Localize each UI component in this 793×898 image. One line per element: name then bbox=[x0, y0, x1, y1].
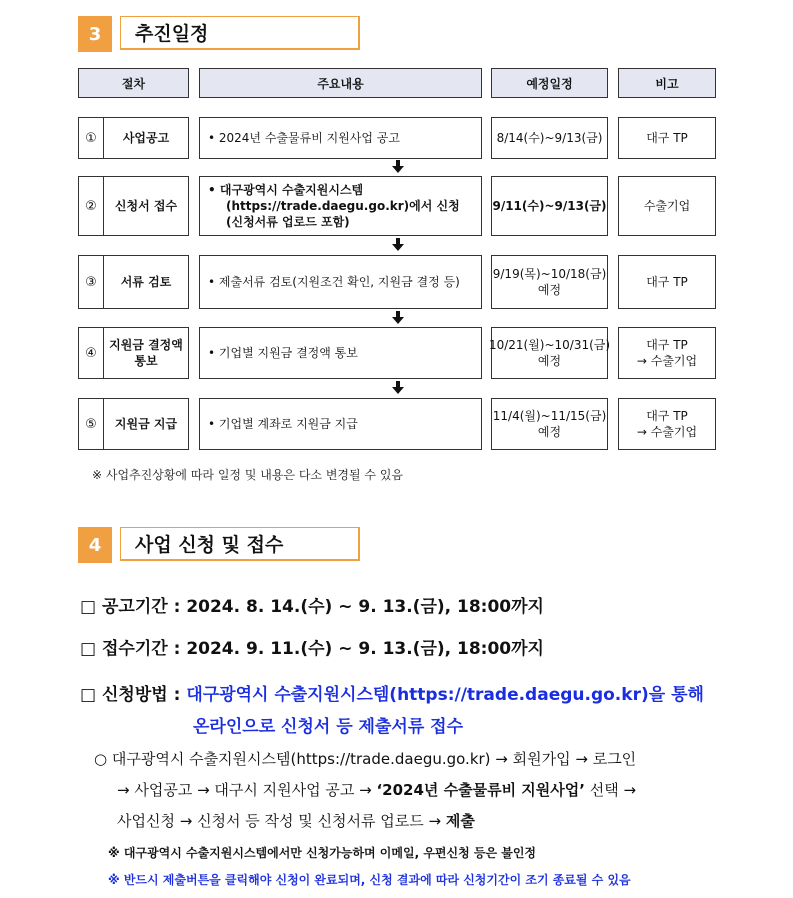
schedule-footnote: ※ 사업추진상황에 따라 일정 및 내용은 다소 변경될 수 있음 bbox=[92, 468, 404, 482]
row-1-step: 사업공고 bbox=[103, 117, 189, 159]
procedure-line-2c: 선택 → bbox=[584, 781, 637, 799]
row-5-num: ⑤ bbox=[78, 398, 104, 450]
procedure-submit: 제출 bbox=[445, 812, 475, 830]
row-4-content: • 기업별 지원금 결정액 통보 bbox=[199, 327, 482, 379]
row-5-note bbox=[618, 398, 716, 450]
row-1-schedule: 8/14(수)~9/13(금) bbox=[491, 117, 608, 159]
header-step: 절차 bbox=[78, 68, 189, 98]
row-4-note-line-1: 대구 TP bbox=[646, 338, 688, 352]
procedure-highlight: ‘2024년 수출물류비 지원사업’ bbox=[376, 781, 585, 799]
warning-2: ※ 반드시 제출버튼을 클릭해야 신청이 완료되며, 신청 결과에 따라 신청기간이 조기 종료될 수 있음 bbox=[108, 873, 631, 887]
section-number: 4 bbox=[78, 527, 112, 563]
procedure-line-3a: 사업신청 → 신청서 등 작성 및 신청서류 업로드 → bbox=[117, 812, 446, 830]
application-method-line-2: 온라인으로 신청서 등 제출서류 접수 bbox=[193, 717, 464, 737]
row-3-content: • 제출서류 검토(지원조건 확인, 지원금 결정 등) bbox=[199, 255, 482, 309]
reception-period bbox=[80, 634, 544, 659]
row-2-content bbox=[199, 176, 482, 236]
down-arrow-icon bbox=[391, 160, 405, 174]
row-1-content: • 2024년 수출물류비 지원사업 공고 bbox=[199, 117, 482, 159]
row-3-note: 대구 TP bbox=[618, 255, 716, 309]
row-4-schedule-status: 예정 bbox=[537, 354, 562, 368]
procedure-line-3 bbox=[117, 810, 475, 831]
row-4-note bbox=[618, 327, 716, 379]
reception-period-value: 2024. 9. 11.(수) ~ 9. 13.(금), 18:00까지 bbox=[186, 639, 544, 659]
application-method bbox=[80, 680, 704, 705]
row-2-num: ② bbox=[78, 176, 104, 236]
row-4-num: ④ bbox=[78, 327, 104, 379]
row-5-note-line-1: 대구 TP bbox=[646, 409, 688, 423]
row-3-schedule bbox=[491, 255, 608, 309]
row-4-step-line-2: 통보 bbox=[134, 354, 158, 368]
row-1-num: ① bbox=[78, 117, 104, 159]
row-4-note-line-2: → 수출기업 bbox=[636, 354, 698, 368]
down-arrow-icon bbox=[391, 311, 405, 325]
section-title: 사업 신청 및 접수 bbox=[120, 527, 360, 561]
procedure-line-2a: → 사업공고 → 대구시 지원사업 공고 → bbox=[117, 781, 377, 799]
row-3-num: ③ bbox=[78, 255, 104, 309]
section-number: 3 bbox=[78, 16, 112, 52]
warning-1: ※ 대구광역시 수출지원시스템에서만 신청가능하며 이메일, 우편신청 등은 불인정 bbox=[108, 846, 537, 860]
announcement-period bbox=[80, 592, 544, 617]
row-4-step bbox=[103, 327, 189, 379]
row-5-note-line-2: → 수출기업 bbox=[636, 425, 698, 439]
down-arrow-icon bbox=[391, 238, 405, 252]
row-2-step: 신청서 접수 bbox=[103, 176, 189, 236]
row-5-content: • 기업별 계좌로 지원금 지급 bbox=[199, 398, 482, 450]
header-content: 주요내용 bbox=[199, 68, 482, 98]
announcement-period-value: 2024. 8. 14.(수) ~ 9. 13.(금), 18:00까지 bbox=[186, 597, 544, 617]
down-arrow-icon bbox=[391, 381, 405, 395]
row-3-schedule-dates: 9/19(목)~10/18(금) bbox=[492, 267, 607, 281]
row-1-note: 대구 TP bbox=[618, 117, 716, 159]
procedure-line-1: ○ 대구광역시 수출지원시스템(https://trade.daegu.go.kr) → 회원가입 → 로그인 bbox=[94, 750, 637, 768]
row-2-schedule: 9/11(수)~9/13(금) bbox=[491, 176, 608, 236]
row-5-step: 지원금 지급 bbox=[103, 398, 189, 450]
row-4-schedule bbox=[488, 327, 611, 379]
section-title: 추진일정 bbox=[120, 16, 360, 50]
row-3-step: 서류 검토 bbox=[103, 255, 189, 309]
procedure-line-2 bbox=[117, 779, 636, 800]
row-4-step-line-1: 지원금 결정액 bbox=[109, 338, 183, 352]
row-4-schedule-dates: 10/21(월)~10/31(금) bbox=[488, 338, 611, 352]
row-2-note: 수출기업 bbox=[618, 176, 716, 236]
application-method-line-1: 대구광역시 수출지원시스템(https://trade.daegu.go.kr)을 통해 bbox=[186, 685, 704, 705]
row-2-content-line-1: • 대구광역시 수출지원시스템 bbox=[208, 183, 364, 197]
row-2-content-line-3: (신청서류 업로드 포함) bbox=[226, 215, 350, 229]
row-5-schedule-dates: 11/4(월)~11/15(금) bbox=[492, 409, 607, 423]
row-5-schedule-status: 예정 bbox=[537, 425, 562, 439]
row-3-schedule-status: 예정 bbox=[537, 283, 562, 297]
application-method-label: □ 신청방법 : bbox=[80, 685, 187, 705]
header-note: 비고 bbox=[618, 68, 716, 98]
announcement-period-label: □ 공고기간 : bbox=[80, 597, 187, 617]
reception-period-label: □ 접수기간 : bbox=[80, 639, 187, 659]
row-2-content-line-2: (https://trade.daegu.go.kr)에서 신청 bbox=[226, 199, 460, 213]
row-5-schedule bbox=[491, 398, 608, 450]
header-schedule: 예정일정 bbox=[491, 68, 608, 98]
